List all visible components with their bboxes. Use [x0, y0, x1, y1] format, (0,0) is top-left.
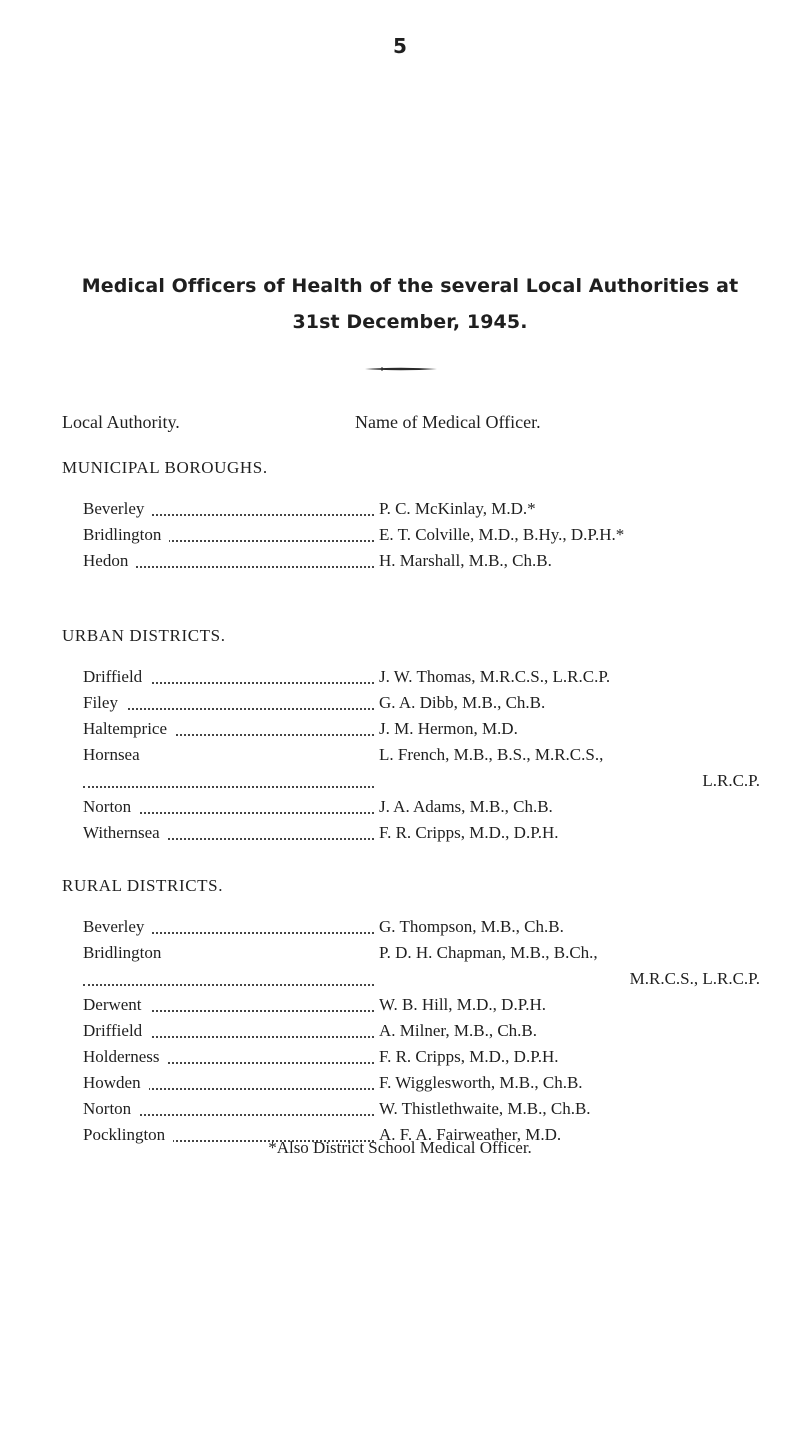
authority-cell: [83, 1096, 378, 1122]
authority-cell: [83, 820, 378, 846]
section-title: URBAN DISTRICTS.: [62, 626, 226, 645]
authority-name: Haltemprice: [83, 719, 175, 738]
officer-name: J. W. Thomas, M.R.C.S., L.R.C.P.: [379, 667, 611, 686]
authority-cell: [83, 914, 378, 940]
authority-name: Beverley: [83, 917, 152, 936]
officer-name-continuation: M.R.C.S., L.R.C.P.: [629, 969, 760, 988]
authority-cell: [83, 522, 378, 548]
officer-name: H. Marshall, M.B., Ch.B.: [379, 551, 552, 570]
authority-name: Derwent: [83, 995, 150, 1014]
list-item: [62, 794, 762, 820]
authority-cell: [83, 1070, 378, 1096]
officer-name: E. T. Colville, M.D., B.Hy., D.P.H.*: [379, 525, 625, 544]
officer-name: W. B. Hill, M.D., D.P.H.: [379, 995, 547, 1014]
authority-cell: [83, 794, 378, 820]
authority-cell: [83, 496, 378, 522]
officer-name: J. M. Hermon, M.D.: [379, 719, 518, 738]
authority-name: Beverley: [83, 499, 152, 518]
authority-name: Bridlington: [83, 943, 169, 962]
list-item: [62, 940, 762, 992]
page-title-line-1: Medical Officers of Health of the several Local Authorities at: [81, 275, 739, 297]
authority-name: Bridlington: [83, 525, 169, 544]
authority-cell: [83, 992, 378, 1018]
list-item: [62, 690, 762, 716]
column-header-authority: Local Authority.: [62, 412, 180, 432]
list-item: [62, 1096, 762, 1122]
authority-cell: [83, 742, 378, 794]
officer-name: G. Thompson, M.B., Ch.B.: [379, 917, 564, 936]
officer-name: G. A. Dibb, M.B., Ch.B.: [379, 693, 546, 712]
officer-name: A. Milner, M.B., Ch.B.: [379, 1021, 537, 1040]
authority-name: Norton: [83, 1099, 139, 1118]
list-item: [62, 522, 762, 548]
page-number: 5: [393, 34, 407, 58]
authority-name: Pocklington: [83, 1125, 173, 1144]
list-item: [62, 820, 762, 846]
officer-name: J. A. Adams, M.B., Ch.B.: [379, 797, 553, 816]
section-title: MUNICIPAL BOROUGHS.: [62, 458, 268, 477]
authority-name: Withernsea: [83, 823, 168, 842]
list-item: [62, 914, 762, 940]
officer-name: A. F. A. Fairweather, M.D.: [379, 1125, 562, 1144]
list-item: [62, 742, 762, 794]
officer-name: P. C. McKinlay, M.D.*: [379, 499, 536, 518]
section-municipal-boroughs: [62, 454, 762, 574]
column-header-officer: Name of Medical Officer.: [355, 412, 541, 432]
list-item: [62, 1070, 762, 1096]
authority-name: Norton: [83, 797, 139, 816]
authority-name: Holderness: [83, 1047, 167, 1066]
section-urban-districts: [62, 622, 762, 846]
officer-name: F. R. Cripps, M.D., D.P.H.: [379, 823, 559, 842]
decorative-rule: [364, 366, 438, 372]
list-item: [62, 1044, 762, 1070]
authority-cell: [83, 548, 378, 574]
officer-name-continuation: L.R.C.P.: [702, 771, 760, 790]
officer-name: F. R. Cripps, M.D., D.P.H.: [379, 1047, 559, 1066]
authority-name: Driffield: [83, 667, 150, 686]
officer-name: W. Thistlethwaite, M.B., Ch.B.: [379, 1099, 591, 1118]
authority-cell: [83, 1018, 378, 1044]
list-item: [62, 664, 762, 690]
section-title: RURAL DISTRICTS.: [62, 876, 224, 895]
authority-cell: [83, 716, 378, 742]
list-item: [62, 992, 762, 1018]
authority-name: Driffield: [83, 1021, 150, 1040]
list-item: [62, 716, 762, 742]
officer-cell: [378, 742, 762, 794]
authority-cell: [83, 940, 378, 992]
officer-name: F. Wigglesworth, M.B., Ch.B.: [379, 1073, 583, 1092]
authority-name: Filey: [83, 693, 126, 712]
authority-name: Howden: [83, 1073, 149, 1092]
authority-cell: [83, 690, 378, 716]
dot-leader: [83, 708, 374, 710]
page-title: [60, 268, 760, 340]
officer-name: P. D. H. Chapman, M.B., B.Ch.,: [379, 943, 598, 962]
dot-leader: [83, 786, 374, 788]
footnote: *Also District School Medical Officer.: [268, 1138, 532, 1157]
officer-name: L. French, M.B., B.S., M.R.C.S.,: [379, 745, 604, 764]
page-title-line-2: 31st December, 1945.: [292, 311, 528, 333]
authority-cell: [83, 1044, 378, 1070]
authority-cell: [83, 664, 378, 690]
list-item: [62, 548, 762, 574]
authority-name: Hornsea: [83, 745, 148, 764]
list-item: [62, 496, 762, 522]
officer-cell: [378, 940, 762, 992]
section-rural-districts: [62, 872, 762, 1148]
authority-name: Hedon: [83, 551, 136, 570]
dot-leader: [83, 984, 374, 986]
list-item: [62, 1018, 762, 1044]
